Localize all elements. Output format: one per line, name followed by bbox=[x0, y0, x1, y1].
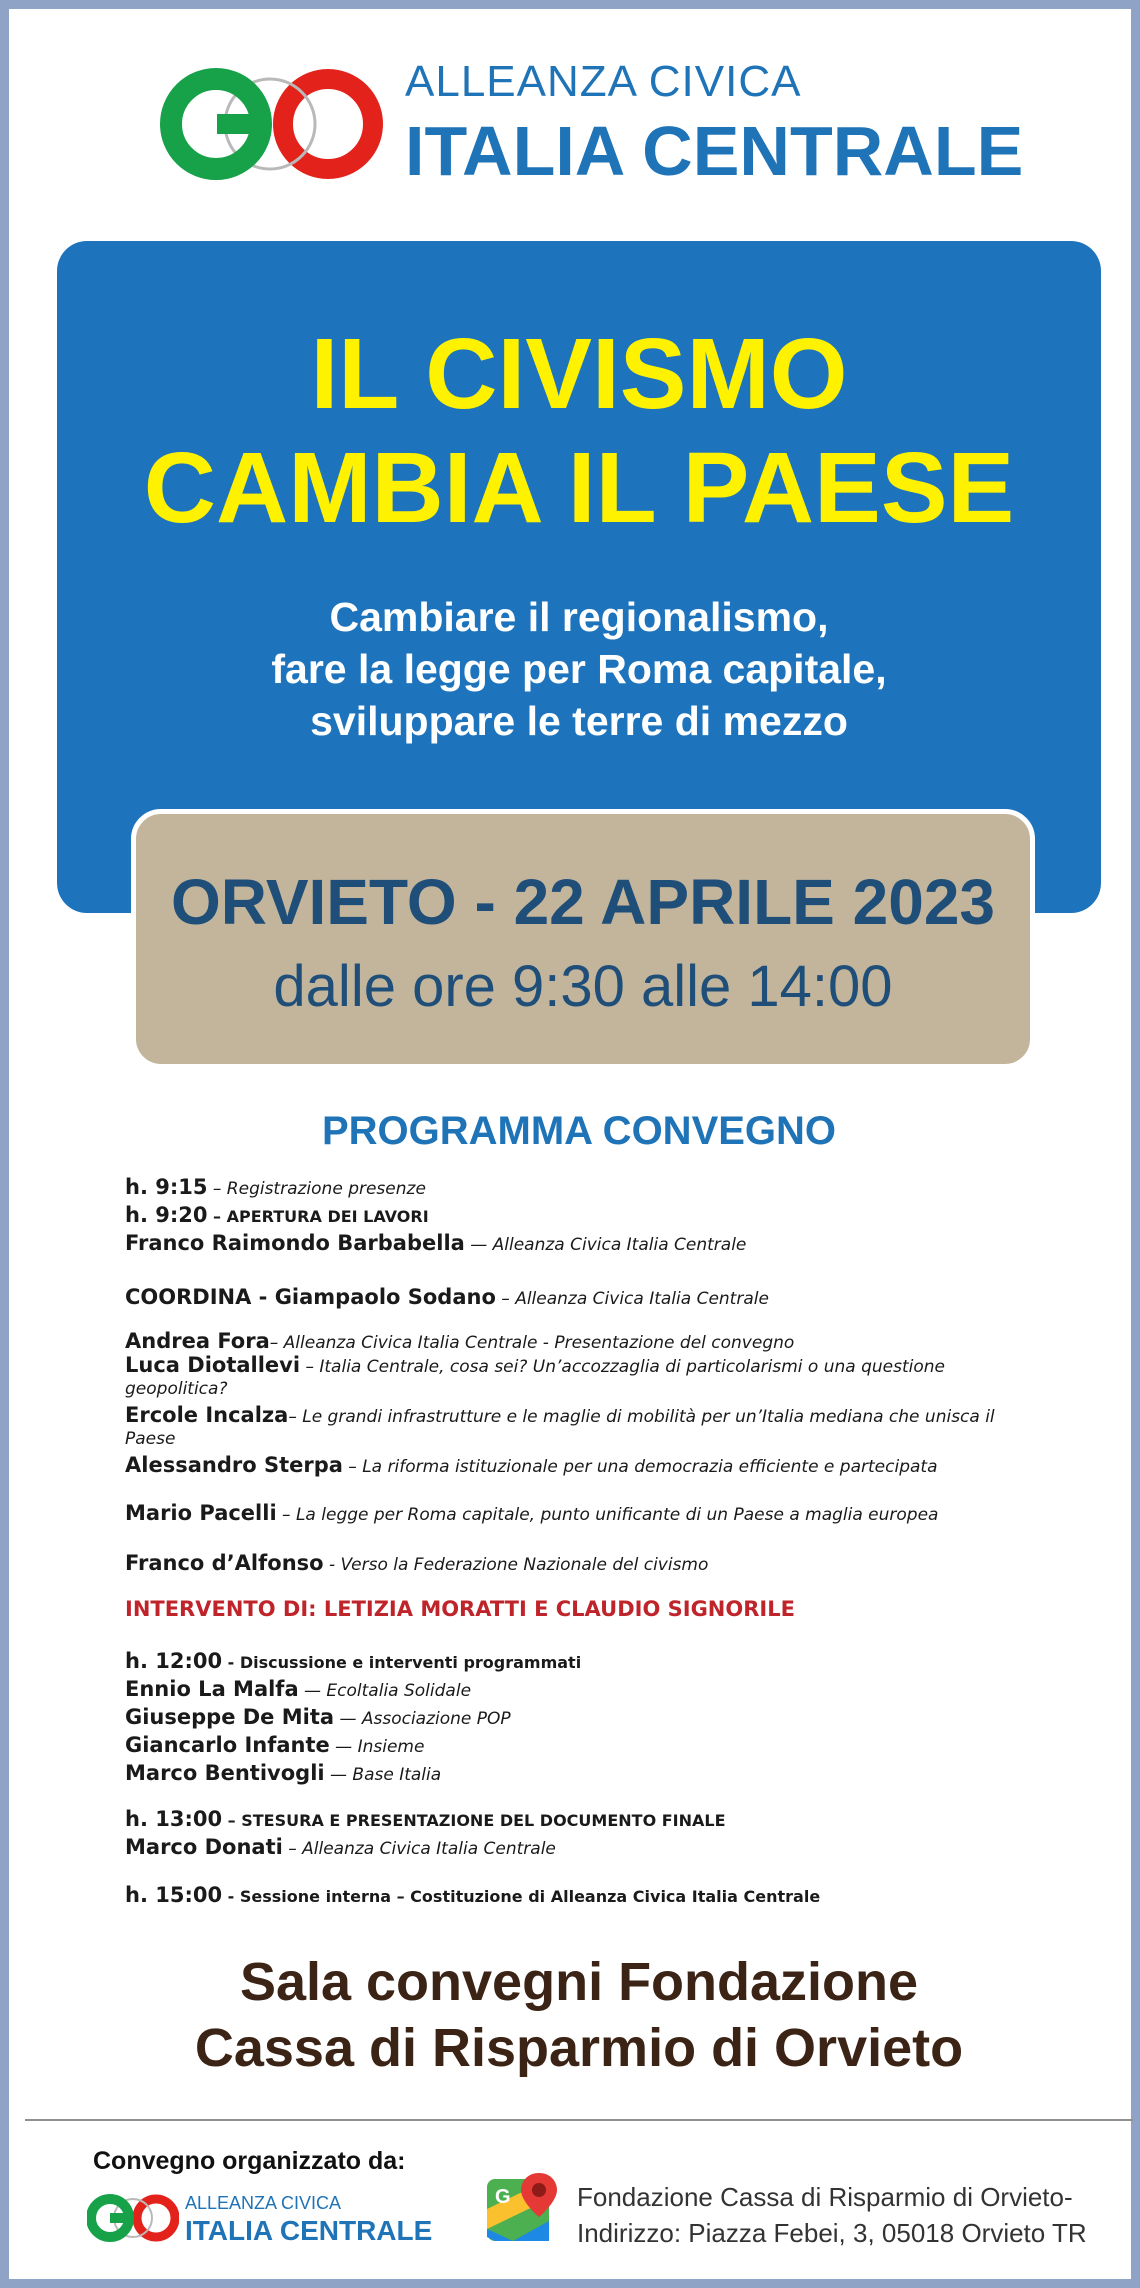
logo-org-line2: ITALIA CENTRALE bbox=[405, 112, 1024, 190]
program-entry: h. 9:20 – APERTURA DEI LAVORI bbox=[125, 1203, 429, 1227]
footer-divider bbox=[25, 2119, 1133, 2121]
footer-logo-line2: ITALIA CENTRALE bbox=[185, 2215, 433, 2246]
program-entry: COORDINA - Giampaolo Sodano – Alleanza Civica Italia Centrale bbox=[125, 1285, 769, 1309]
hero-subtitle-line1: Cambiare il regionalismo, bbox=[329, 594, 829, 640]
address-line1: Fondazione Cassa di Risparmio di Orvieto- bbox=[577, 2182, 1073, 2212]
venue-line2: Cassa di Risparmio di Orvieto bbox=[194, 2018, 964, 2078]
program-entry: Marco Donati – Alleanza Civica Italia Centrale bbox=[125, 1835, 556, 1859]
program-entry: h. 9:15 – Registrazione presenze bbox=[125, 1175, 426, 1199]
program-entry: Mario Pacelli – La legge per Roma capitale, punto unificante di un Paese a maglia europea bbox=[125, 1501, 939, 1525]
address-line2: Indirizzo: Piazza Febei, 3, 05018 Orvieto TR bbox=[577, 2218, 1087, 2248]
program-title: PROGRAMMA CONVEGNO bbox=[321, 1109, 837, 1153]
date-panel bbox=[131, 809, 1035, 1069]
logo-org-line1: ALLEANZA CIVICA bbox=[405, 57, 802, 106]
venue-title bbox=[9, 1949, 1140, 2081]
program-entry: Giuseppe De Mita — Associazione POP bbox=[125, 1705, 511, 1729]
program-entry: Ercole Incalza– Le grandi infrastrutture e le maglie di mobilità per un’Italia mediana che unisca il Paese bbox=[125, 1403, 995, 1449]
program-entry: Luca Diotallevi – Italia Centrale, cosa sei? Un’accozzaglia di particolarismi o una questione geopolitica? bbox=[125, 1353, 945, 1399]
program-entry: Franco Raimondo Barbabella — Alleanza Civica Italia Centrale bbox=[125, 1231, 747, 1255]
program-speech-highlight: INTERVENTO DI: LETIZIA MORATTI E CLAUDIO SIGNORILE bbox=[125, 1597, 795, 1621]
footer-logo-line1: ALLEANZA CIVICA bbox=[185, 2193, 342, 2213]
hero-title bbox=[57, 317, 1101, 545]
svg-text:G: G bbox=[495, 2186, 511, 2208]
program-entry: h. 12:00 - Discussione e interventi programmati bbox=[125, 1649, 582, 1673]
google-maps-icon[interactable] bbox=[483, 2169, 563, 2249]
program-entry: h. 13:00 – STESURA E PRESENTAZIONE DEL DOCUMENTO FINALE bbox=[125, 1807, 726, 1831]
program-entry: Giancarlo Infante — Insieme bbox=[125, 1733, 425, 1757]
program-entry: Andrea Fora– Alleanza Civica Italia Centrale - Presentazione del convegno bbox=[125, 1329, 795, 1353]
alleanza-civica-logo-icon bbox=[159, 67, 385, 181]
alleanza-civica-small-logo-icon bbox=[87, 2193, 179, 2243]
organized-by-label: Convegno organizzato da: bbox=[93, 2147, 406, 2175]
event-place-date: ORVIETO - 22 APRILE 2023 bbox=[170, 866, 996, 938]
event-hours: dalle ore 9:30 alle 14:00 bbox=[273, 954, 893, 1019]
hero-subtitle bbox=[57, 591, 1101, 747]
program-entry: Marco Bentivogli — Base Italia bbox=[125, 1761, 442, 1785]
program-entry: Alessandro Sterpa – La riforma istituzionale per una democrazia efficiente e partecipata bbox=[125, 1453, 938, 1477]
program-entry: Ennio La Malfa — Ecoltalia Solidale bbox=[125, 1677, 472, 1701]
venue-address bbox=[577, 2179, 1087, 2251]
hero-title-line2: CAMBIA IL PAESE bbox=[143, 432, 1015, 544]
hero-subtitle-line2: fare la legge per Roma capitale, bbox=[271, 646, 887, 692]
hero-subtitle-line3: sviluppare le terre di mezzo bbox=[310, 698, 848, 744]
program-entry: Franco d’Alfonso - Verso la Federazione Nazionale del civismo bbox=[125, 1551, 709, 1575]
venue-line1: Sala convegni Fondazione bbox=[239, 1952, 919, 2012]
program-entry: h. 15:00 - Sessione interna – Costituzione di Alleanza Civica Italia Centrale bbox=[125, 1883, 821, 1907]
hero-title-line1: IL CIVISMO bbox=[310, 318, 848, 430]
